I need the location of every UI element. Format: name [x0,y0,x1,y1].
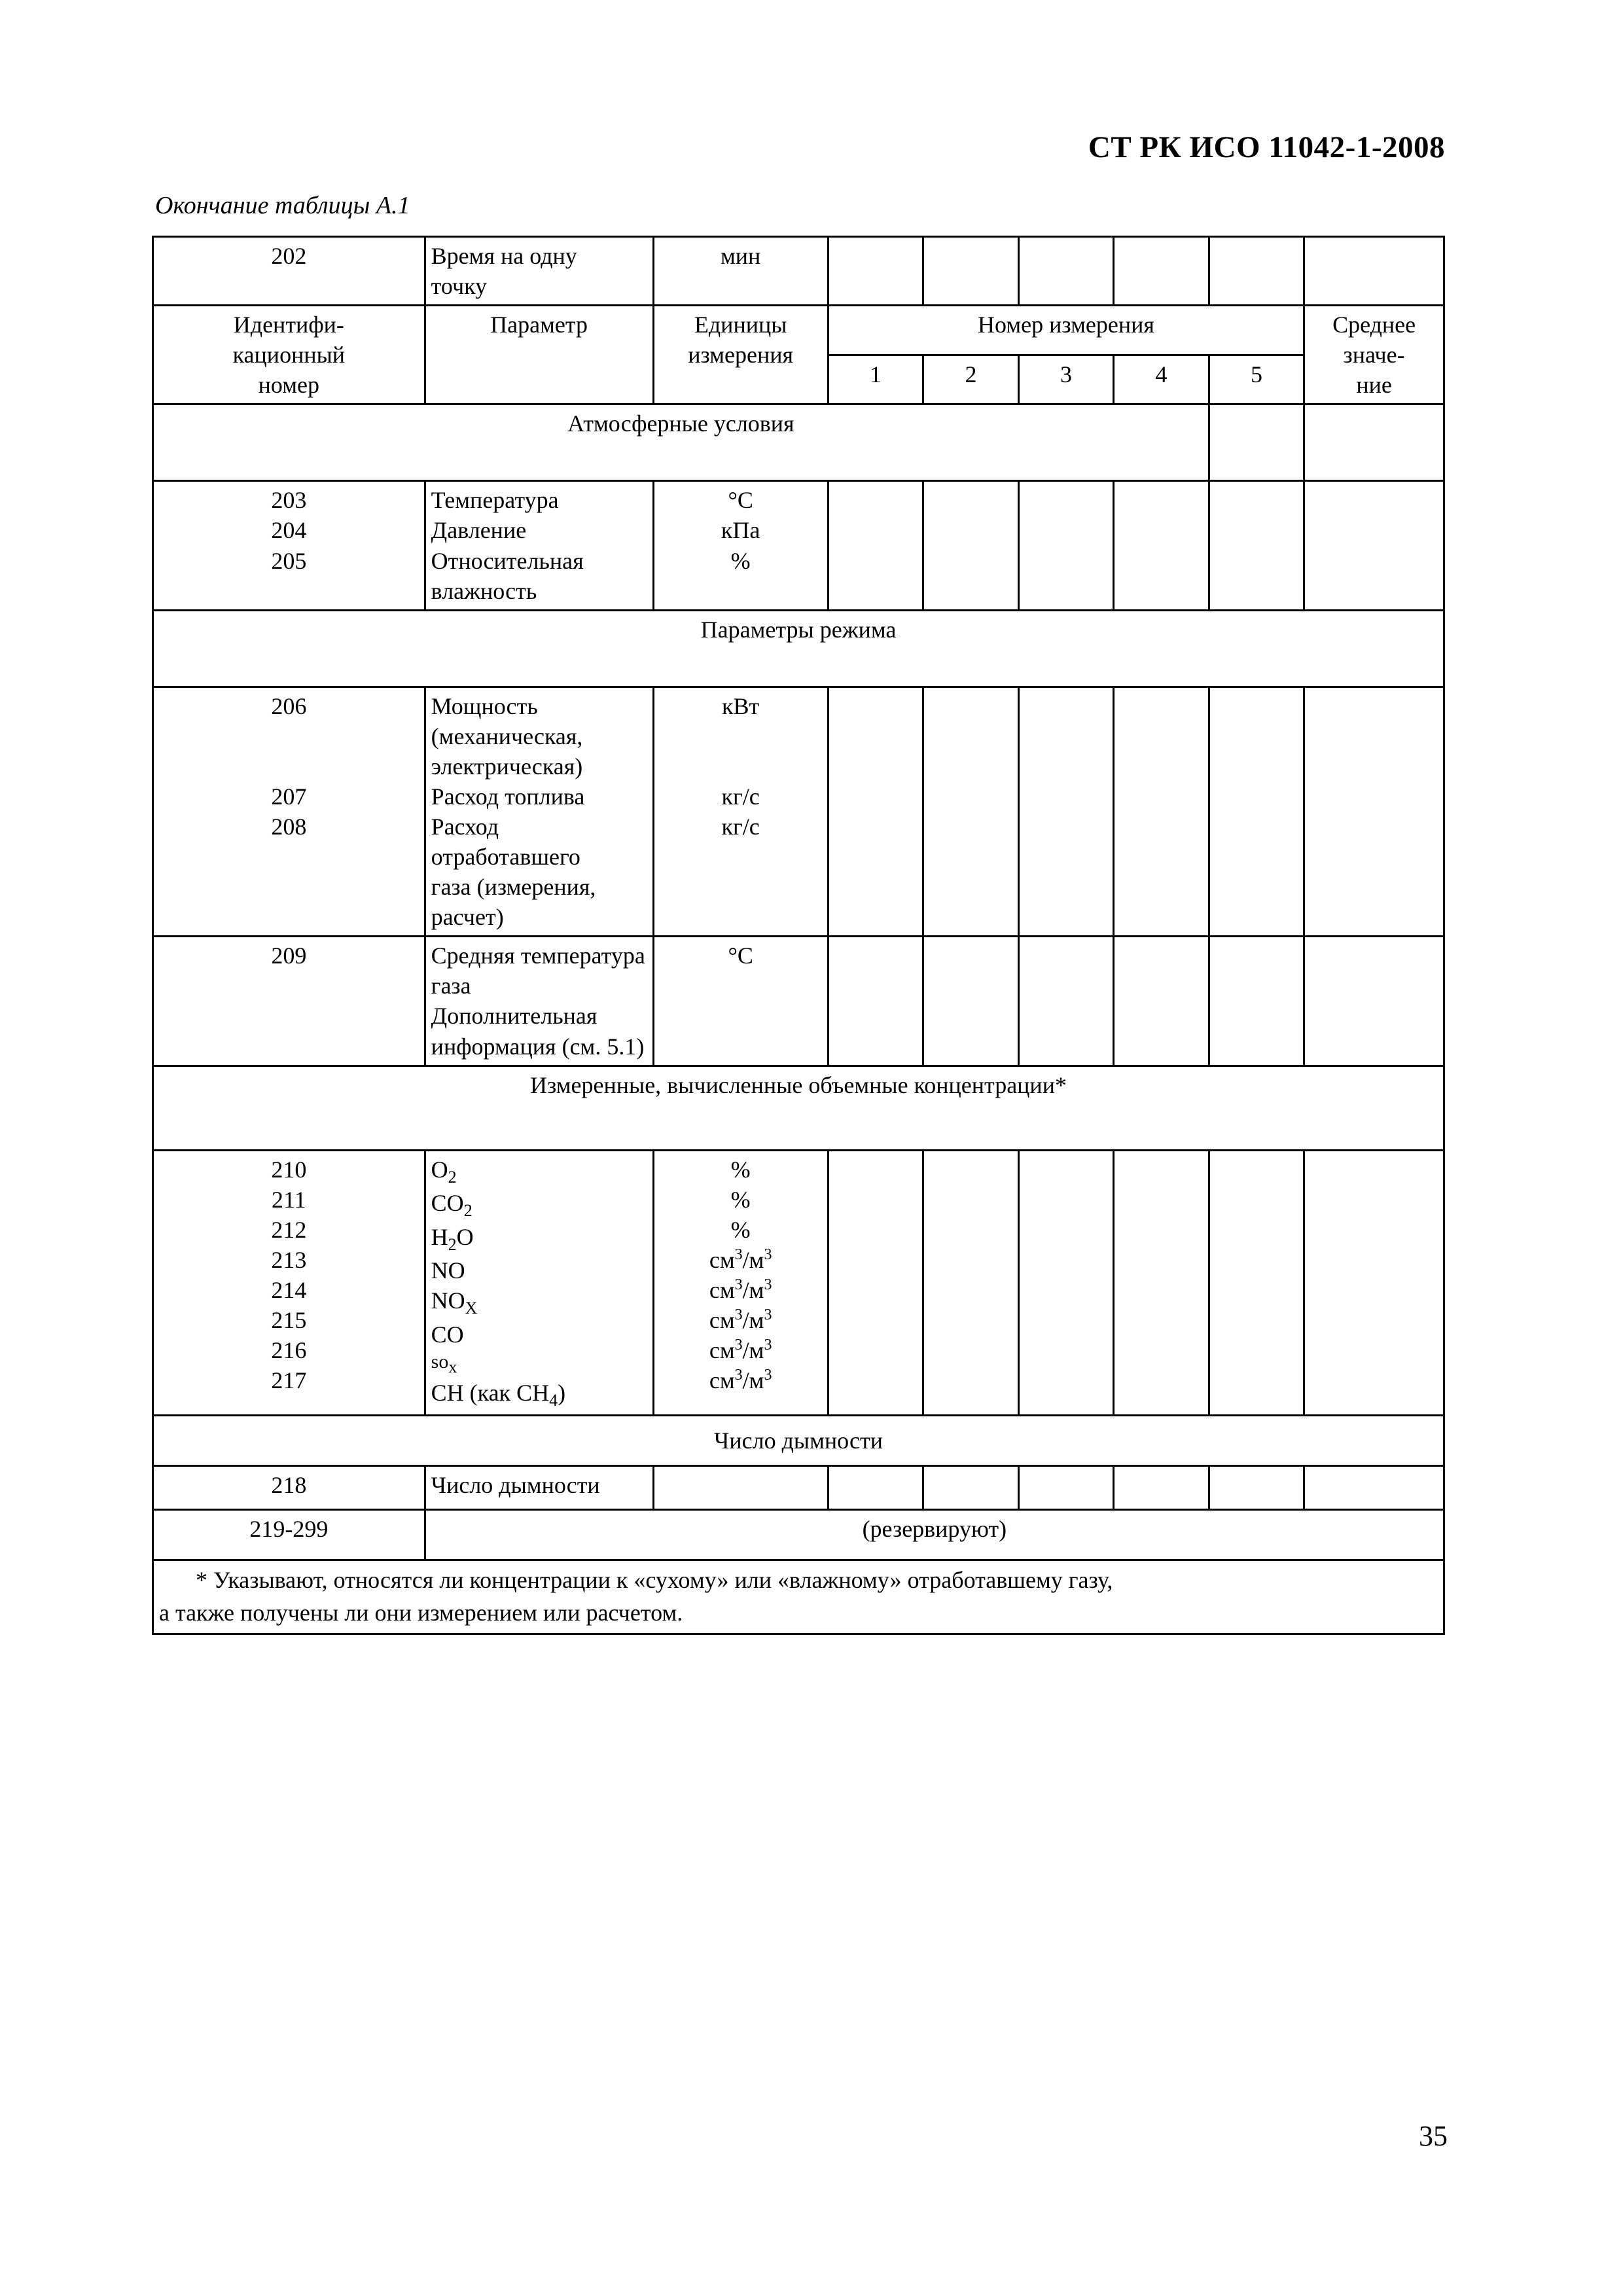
row-217-id: 217 [271,1367,307,1394]
row-202-measurement-3[interactable] [1018,237,1113,306]
table-header-row-1 [153,306,1444,355]
row-203-parameter: Температура [431,487,559,514]
measurement-protocol-table [152,236,1445,1635]
row-218-units [653,1466,828,1510]
row-205-parameter-cont: влажность [431,577,537,604]
row-206-id: 206 [271,692,307,719]
column-header-units-line2: измерения [688,342,794,368]
row-218-parameter: Число дымности [425,1466,653,1510]
row-204-parameter: Давление [431,517,527,544]
row-209-average[interactable] [1304,937,1444,1066]
row-209-parameter-line3: Дополнительная [431,1003,597,1030]
footnote-line2: а также получены ли они измерением или расчетом. [159,1600,683,1626]
section-title-smoke-number: Число дымности [153,1416,1444,1466]
table-a1-continuation [152,236,1445,1635]
row-204-id: 204 [271,517,307,544]
atmospheric-measurement-4[interactable] [1114,481,1209,610]
section-title-volume-concentrations: Измеренные, вычисленные объемные концентрации* [153,1066,1444,1150]
row-215-id: 215 [271,1307,307,1334]
section-atmospheric-average[interactable] [1304,404,1444,481]
regime-measurement-4[interactable] [1114,687,1209,937]
row-217-units: $см^3/м^3$ [709,1367,772,1394]
row-209-parameter-line1: Средняя температура [431,942,645,969]
table-footnote-row [153,1560,1444,1634]
row-209-parameter [425,937,653,1066]
table-row-218 [153,1466,1444,1510]
row-218-measurement-5[interactable] [1209,1466,1304,1510]
row-209-measurement-3[interactable] [1018,937,1113,1066]
row-218-measurement-4[interactable] [1114,1466,1209,1510]
row-203-id: 203 [271,487,307,514]
concentrations-units-column [653,1150,828,1416]
row-202-parameter-line1: Время на одну [431,243,577,269]
row-208-id: 208 [271,814,307,840]
concentrations-measurement-1[interactable] [828,1150,923,1416]
column-header-average-line3: ние [1356,372,1392,399]
column-header-identification-number [153,306,425,404]
section-band-atmospheric-conditions [153,404,1444,481]
row-218-id: 218 [153,1466,425,1510]
row-218-measurement-3[interactable] [1018,1466,1113,1510]
row-208-units: кг/с [721,814,760,840]
row-216-units: $см^3/м^3$ [709,1336,772,1364]
column-header-measurement-group: Номер измерения [828,306,1304,355]
column-header-units [653,306,828,404]
table-row-202 [153,237,1444,306]
row-205-id: 205 [271,547,307,574]
row-218-measurement-1[interactable] [828,1466,923,1510]
footnote-marker: * [196,1567,207,1594]
atmospheric-measurement-5[interactable] [1209,481,1304,610]
row-206-parameter-cont2: электрическая) [431,753,583,780]
row-204-units: кПа [721,517,760,544]
row-209-measurement-5[interactable] [1209,937,1304,1066]
concentrations-average[interactable] [1304,1150,1444,1416]
table-row-209 [153,937,1444,1066]
atmospheric-parameter-column [425,481,653,610]
document-header-standard-number: СТ РК ИСО 11042-1-2008 [1088,130,1445,164]
row-207-id: 207 [271,783,307,810]
section-band-volume-concentrations [153,1066,1444,1150]
row-205-parameter: Относительная [431,547,584,574]
row-202-measurement-2[interactable] [923,237,1018,306]
row-reserved-id: 219-299 [153,1510,425,1560]
row-215-units: $см^3/м^3$ [709,1306,772,1334]
row-209-measurement-2[interactable] [923,937,1018,1066]
row-202-parameter [425,237,653,306]
section-title-regime-parameters: Параметры режима [153,610,1444,687]
row-208-parameter-cont1: газа (измерения, [431,874,596,901]
concentrations-parameter-column [425,1150,653,1416]
row-209-units: °C [653,937,828,1066]
regime-parameter-column [425,687,653,937]
row-202-measurement-1[interactable] [828,237,923,306]
section-atmospheric-measurement-5[interactable] [1209,404,1304,481]
column-header-measurement-3: 3 [1018,355,1113,404]
column-header-units-line1: Единицы [694,312,787,338]
row-216-id: 216 [271,1337,307,1364]
regime-average[interactable] [1304,687,1444,937]
row-206-parameter: Мощность [431,692,538,719]
column-header-parameter: Параметр [425,306,653,404]
row-202-measurement-5[interactable] [1209,237,1304,306]
column-header-id-line3: номер [258,372,319,399]
row-213-formula: NO [431,1257,465,1283]
row-208-parameter: Расход отработавшего [431,814,580,870]
row-214-units: $см^3/м^3$ [709,1276,772,1303]
row-209-measurement-1[interactable] [828,937,923,1066]
section-band-regime-parameters [153,610,1444,687]
regime-measurement-1[interactable] [828,687,923,937]
column-header-measurement-2: 2 [923,355,1018,404]
row-211-formula: $CO_2$ [431,1190,473,1221]
column-header-average-value [1304,306,1444,404]
column-header-measurement-5: 5 [1209,355,1304,404]
row-215-formula: CO [431,1321,464,1348]
row-218-average[interactable] [1304,1466,1444,1510]
row-202-units: мин [653,237,828,306]
table-rowgroup-concentrations [153,1150,1444,1416]
row-209-parameter-line2: газа [431,973,471,999]
column-header-measurement-4: 4 [1114,355,1209,404]
row-205-units: % [730,547,751,574]
row-210-id: 210 [271,1156,307,1183]
regime-measurement-2[interactable] [923,687,1018,937]
atmospheric-measurement-1[interactable] [828,481,923,610]
row-212-id: 212 [271,1216,307,1243]
row-206-units: кВт [722,692,760,719]
row-202-id: 202 [153,237,425,306]
atmospheric-id-column [153,481,425,610]
column-header-id-line2: кационный [232,342,346,368]
atmospheric-average[interactable] [1304,481,1444,610]
concentrations-id-column [153,1150,425,1416]
row-211-units: % [730,1186,751,1213]
atmospheric-measurement-2[interactable] [923,481,1018,610]
row-202-average[interactable] [1304,237,1444,306]
section-band-smoke-number [153,1416,1444,1466]
row-212-formula: $H_2O$ [431,1223,474,1254]
page-number: 35 [1419,2120,1448,2152]
row-206-parameter-cont1: (механическая, [431,723,583,749]
row-213-units: $см^3/м^3$ [709,1246,772,1273]
row-217-formula: CH (как $CH_4$) [431,1379,566,1410]
concentrations-measurement-5[interactable] [1209,1150,1304,1416]
row-209-parameter-line4: информация (см. 5.1) [431,1033,645,1060]
table-caption: Окончание таблицы А.1 [155,192,410,219]
concentrations-measurement-2[interactable] [923,1150,1018,1416]
atmospheric-units-column [653,481,828,610]
row-210-units: % [730,1156,751,1183]
table-footnote [153,1560,1444,1634]
row-202-parameter-line2: точку [431,273,488,300]
row-209-measurement-4[interactable] [1114,937,1209,1066]
row-218-measurement-2[interactable] [923,1466,1018,1510]
row-211-id: 211 [272,1186,306,1213]
column-header-id-line1: Идентифи- [233,312,344,338]
row-reserved-label: (резервируют) [425,1510,1444,1560]
row-207-parameter: Расход топлива [431,783,585,810]
regime-measurement-3[interactable] [1018,687,1113,937]
table-rowgroup-regime [153,687,1444,937]
row-214-id: 214 [271,1276,307,1303]
column-header-measurement-1: 1 [828,355,923,404]
regime-id-column [153,687,425,937]
row-210-formula: $O_2$ [431,1156,457,1187]
table-rowgroup-atmospheric [153,481,1444,610]
row-216-formula: sox [431,1350,457,1376]
row-203-units: °C [728,487,753,514]
column-header-average-line2: значе- [1343,342,1405,368]
row-209-id: 209 [153,937,425,1066]
atmospheric-measurement-3[interactable] [1018,481,1113,610]
column-header-average-line1: Среднее [1332,312,1416,338]
row-202-measurement-4[interactable] [1114,237,1209,306]
row-208-parameter-cont2: расчет) [431,904,504,931]
footnote-line1: Указывают, относятся ли концентрации к «сухому» или «влажному» отработавшему газу, [207,1567,1113,1594]
concentrations-measurement-3[interactable] [1018,1150,1113,1416]
row-214-formula: $NO_X$ [431,1287,478,1318]
row-207-units: кг/с [721,783,760,810]
section-title-atmospheric-conditions: Атмосферные условия [153,404,1209,481]
concentrations-measurement-4[interactable] [1114,1150,1209,1416]
regime-units-column [653,687,828,937]
row-212-units: % [730,1216,751,1243]
table-row-reserved [153,1510,1444,1560]
regime-measurement-5[interactable] [1209,687,1304,937]
row-213-id: 213 [271,1246,307,1273]
